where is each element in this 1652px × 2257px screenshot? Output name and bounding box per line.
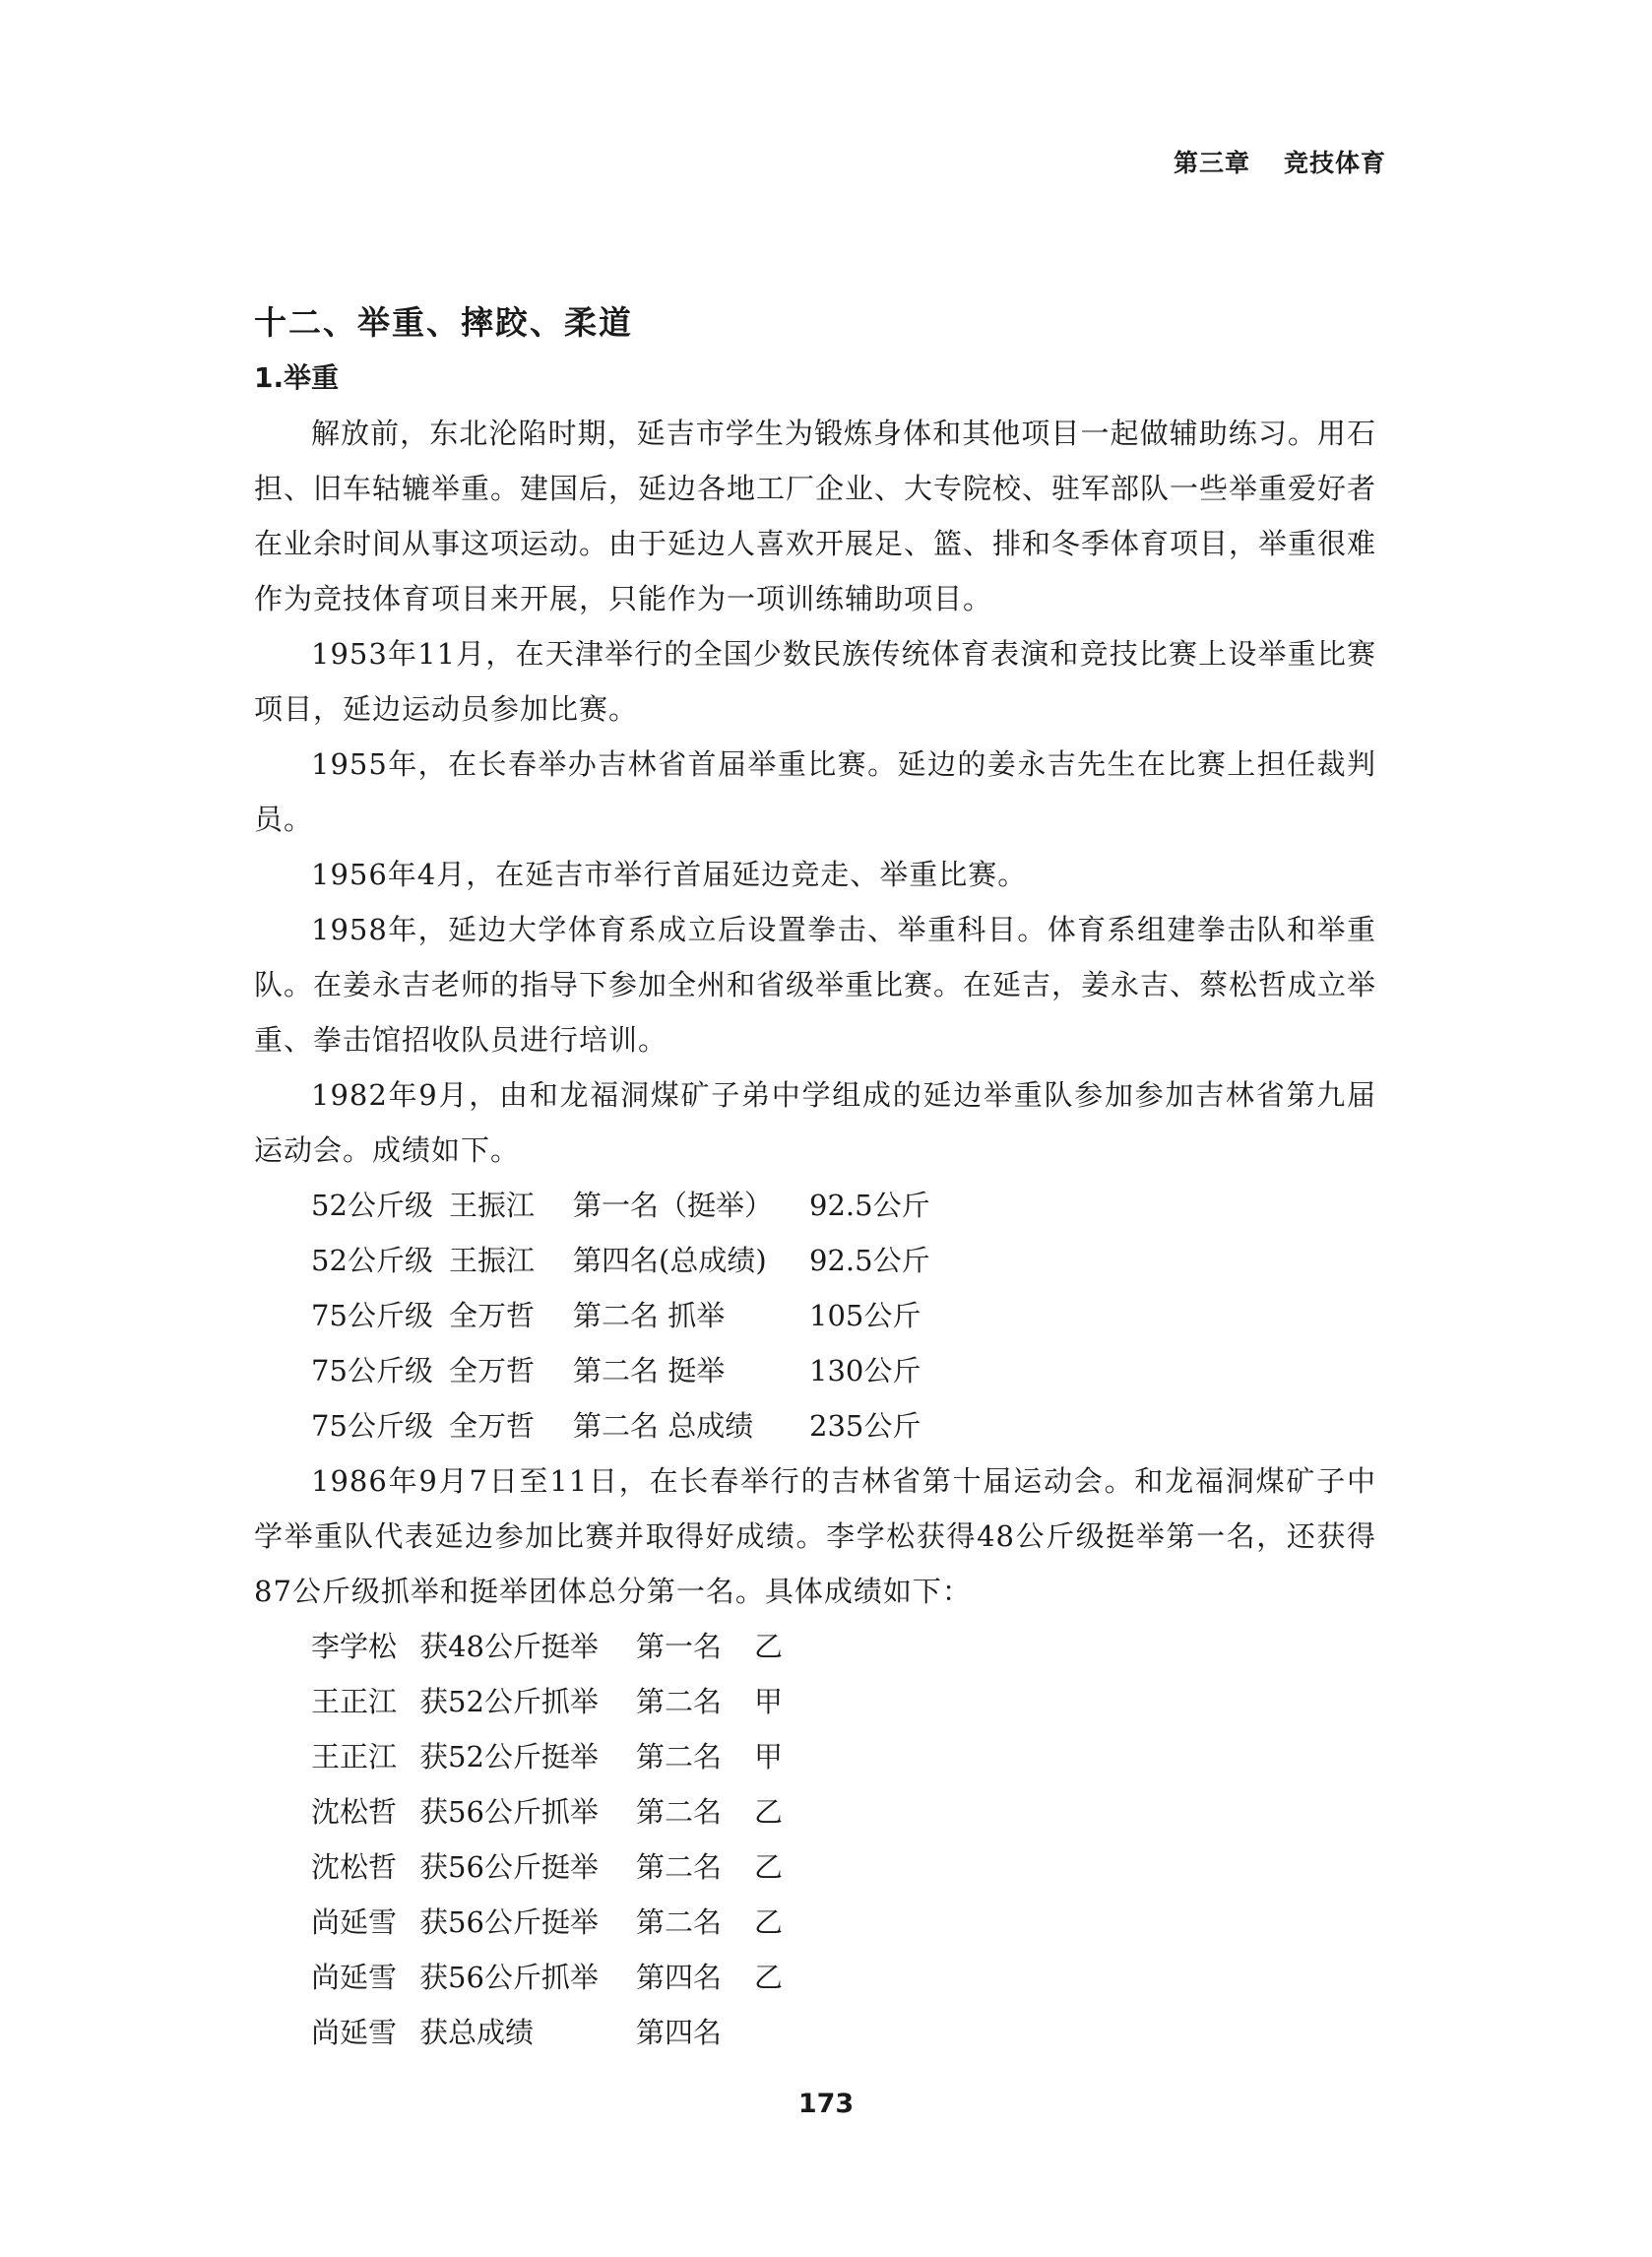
result-row [254, 1674, 1376, 1729]
paragraph: 1953年11月，在天津举行的全国少数民族传统体育表演和竞技比赛上设举重比赛项目，延边运动员参加比赛。 [254, 637, 1376, 726]
result-row [254, 1895, 1376, 1950]
paragraph: 1956年4月，在延吉市举行首届延边竞走、举重比赛。 [311, 858, 1028, 891]
score: 235公斤 [809, 1409, 921, 1443]
weight-class: 75公斤级 [311, 1409, 433, 1443]
athlete-name: 李学松 [311, 1630, 398, 1663]
placing: 第二名 [636, 1850, 723, 1884]
result-row [254, 1288, 1376, 1343]
page-body [254, 295, 1376, 2060]
result-row [254, 1729, 1376, 1784]
result-row [254, 1950, 1376, 2005]
page-number: 173 [797, 2089, 855, 2119]
placing: 第二名 [636, 1905, 723, 1939]
paragraph: 1986年9月7日至11日，在长春举行的吉林省第十届运动会。和龙福洞煤矿子中学举重队代表延边参加比赛并取得好成绩。李学松获得48公斤级挺举第一名，还获得87公斤级抓举和挺举团体总分第一名。具体成绩如下： [254, 1464, 1376, 1608]
athlete-name: 全万哲 [449, 1354, 536, 1387]
running-header [1174, 144, 1386, 179]
athlete-name: 尚延雪 [311, 1905, 398, 1939]
athlete-name: 沈松哲 [311, 1795, 398, 1829]
event: 获52公斤挺举 [419, 1740, 599, 1773]
group: 乙 [754, 1905, 784, 1939]
score: 105公斤 [809, 1299, 921, 1332]
event: 获56公斤抓举 [419, 1961, 599, 1994]
group: 乙 [754, 1850, 784, 1884]
group: 甲 [754, 1685, 784, 1718]
paragraph: 1955年，在长春举办吉林省首届举重比赛。延边的姜永吉先生在比赛上担任裁判员。 [254, 747, 1376, 836]
athlete-name: 王正江 [311, 1740, 398, 1773]
subsection-title: 1.举重 [254, 361, 340, 394]
result-row [254, 1233, 1376, 1288]
paragraph: 1982年9月，由和龙福洞煤矿子弟中学组成的延边举重队参加参加吉林省第九届运动会。成绩如下。 [254, 1078, 1376, 1167]
athlete-name: 王振江 [449, 1244, 536, 1277]
placing: 第二名 总成绩 [573, 1409, 754, 1443]
result-row [254, 1178, 1376, 1233]
group: 乙 [754, 1795, 784, 1829]
weight-class: 75公斤级 [311, 1354, 433, 1387]
result-row [254, 1398, 1376, 1453]
athlete-name: 全万哲 [449, 1409, 536, 1443]
athlete-name: 沈松哲 [311, 1850, 398, 1884]
event: 获56公斤挺举 [419, 1905, 599, 1939]
results-1986-list [254, 1619, 1376, 2060]
event: 获52公斤抓举 [419, 1685, 599, 1718]
paragraph: 解放前，东北沦陷时期，延吉市学生为锻炼身体和其他项目一起做辅助练习。用石担、旧车轱辘举重。建国后，延边各地工厂企业、大专院校、驻军部队一些举重爱好者在业余时间从事这项运动。由于延边人喜欢开展足、篮、排和冬季体育项目，举重很难作为竞技体育项目来开展，只能作为一项训练辅助项目。 [254, 417, 1377, 615]
group: 乙 [754, 1630, 784, 1663]
event: 获总成绩 [419, 2016, 535, 2049]
score: 92.5公斤 [809, 1189, 930, 1222]
group: 乙 [754, 1961, 784, 1994]
placing: 第一名 [636, 1630, 723, 1663]
placing: 第四名 [636, 1961, 723, 1994]
weight-class: 75公斤级 [311, 1299, 433, 1332]
group: 甲 [754, 1740, 784, 1773]
event: 获56公斤挺举 [419, 1850, 599, 1884]
chapter-label: 第三章 [1173, 149, 1250, 177]
athlete-name: 王正江 [311, 1685, 398, 1718]
result-row [254, 1619, 1376, 1674]
score: 130公斤 [809, 1354, 921, 1387]
results-1982-list [254, 1178, 1376, 1453]
athlete-name: 尚延雪 [311, 1961, 398, 1994]
placing: 第二名 抓举 [573, 1299, 726, 1332]
placing: 第四名(总成绩) [573, 1244, 767, 1277]
placing: 第二名 挺举 [573, 1354, 726, 1387]
athlete-name: 王振江 [449, 1189, 536, 1222]
result-row [254, 1839, 1376, 1895]
weight-class: 52公斤级 [311, 1244, 433, 1277]
placing: 第二名 [636, 1795, 723, 1829]
weight-class: 52公斤级 [311, 1189, 433, 1222]
placing: 第二名 [636, 1685, 723, 1718]
section-title: 十二、举重、摔跤、柔道 [254, 303, 633, 342]
score: 92.5公斤 [809, 1244, 930, 1277]
event: 获56公斤抓举 [419, 1795, 599, 1829]
result-row [254, 2005, 1376, 2060]
placing: 第二名 [636, 1740, 723, 1773]
event: 获48公斤挺举 [419, 1630, 599, 1663]
result-row [254, 1784, 1376, 1839]
athlete-name: 全万哲 [449, 1299, 536, 1332]
chapter-topic: 竞技体育 [1283, 149, 1386, 177]
placing: 第一名（挺举） [573, 1189, 774, 1222]
placing: 第四名 [636, 2016, 723, 2049]
athlete-name: 尚延雪 [311, 2016, 398, 2049]
paragraph: 1958年，延边大学体育系成立后设置拳击、举重科目。体育系组建拳击队和举重队。在姜永吉老师的指导下参加全州和省级举重比赛。在延吉，姜永吉、蔡松哲成立举重、拳击馆招收队员进行培训。 [254, 913, 1377, 1057]
result-row [254, 1343, 1376, 1398]
